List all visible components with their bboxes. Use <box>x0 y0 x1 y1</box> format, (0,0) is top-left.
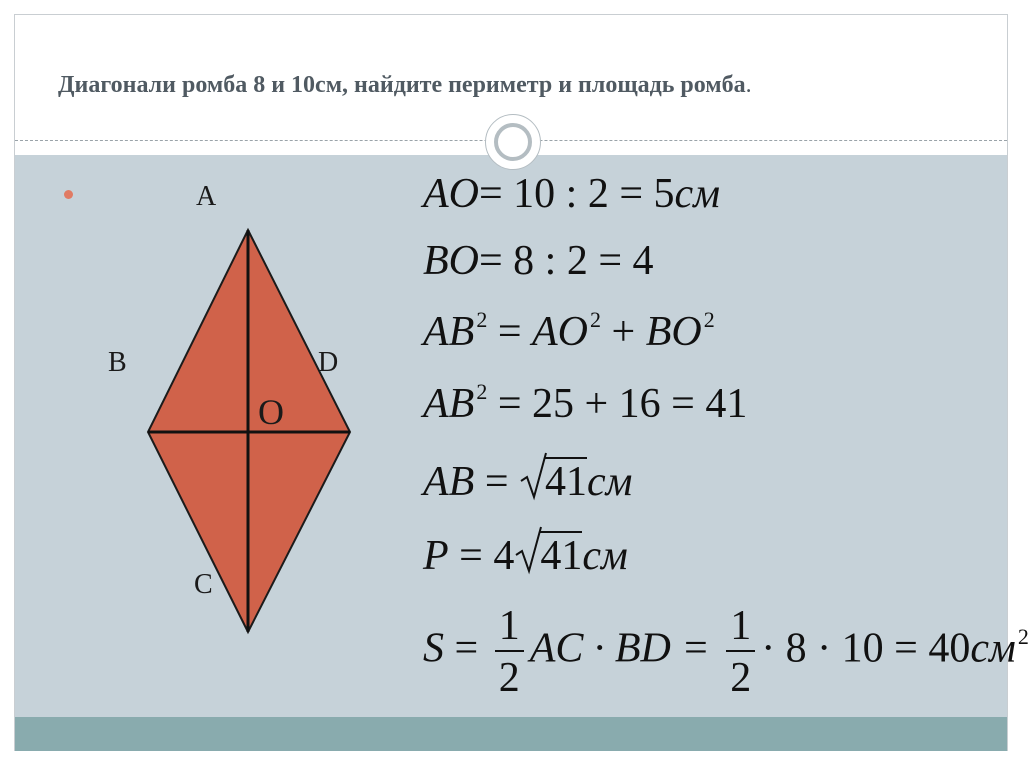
eq5-unit: см <box>587 459 633 505</box>
eq3-equals: = <box>487 309 532 355</box>
eq4-ab: AB <box>423 381 475 427</box>
vertex-label-c: C <box>194 569 213 600</box>
frac1-numerator: 1 <box>495 604 524 652</box>
eq5-equals: = <box>474 459 519 505</box>
eq7-unit-exp: 2 <box>1017 623 1029 649</box>
vertex-label-d: D <box>318 347 339 378</box>
equation-area <box>423 604 1029 700</box>
eq5-radicand: 41 <box>545 459 587 505</box>
fraction-one-half <box>495 604 524 700</box>
eq3-plus: + <box>601 309 646 355</box>
eq3-bo: BO <box>645 309 702 355</box>
equation-bo <box>423 240 654 282</box>
eq4-rhs: = 25 + 16 = 41 <box>487 381 748 427</box>
eq7-unit: см <box>970 625 1016 672</box>
title-dot: . <box>745 72 752 98</box>
eq4-ab-exp: 2 <box>476 379 488 404</box>
center-label-o: O <box>258 392 284 432</box>
equation-perimeter <box>423 531 628 577</box>
eq6-lhs: P <box>423 533 449 579</box>
radical-sign-icon <box>514 525 542 577</box>
eq3-ao-exp: 2 <box>590 307 601 332</box>
eq1-lhs: AO <box>423 171 479 217</box>
frac2-denominator: 2 <box>730 655 752 702</box>
equation-ao <box>423 173 720 215</box>
sqrt-symbol-icon <box>519 457 587 503</box>
eq3-ab: AB <box>423 309 475 355</box>
eq5-lhs: AB <box>423 459 475 505</box>
radical-sign-icon <box>519 451 547 503</box>
title-text: Диагонали ромба 8 и 10см, найдите периметр и площадь ромба <box>58 72 746 98</box>
equation-ab-squared <box>423 379 748 427</box>
equation-ab <box>423 457 632 503</box>
eq6-unit: см <box>582 533 628 579</box>
equation-pythagoras <box>423 307 715 355</box>
vertex-label-a: A <box>196 181 217 212</box>
frac1-denominator: 2 <box>498 655 520 702</box>
eq1-rhs: = 10 : 2 = 5 <box>479 171 675 217</box>
eq6-radicand: 41 <box>540 533 583 579</box>
eq3-ab-exp: 2 <box>476 307 488 332</box>
fraction-one-half-second <box>726 604 755 700</box>
eq2-lhs: BO <box>423 238 479 284</box>
eq1-unit: см <box>674 171 720 217</box>
eq7-equals: = <box>444 625 489 672</box>
eq3-ao: AO <box>532 309 588 355</box>
eq6-equals: = 4 <box>448 533 515 579</box>
frac2-numerator: 1 <box>726 604 755 652</box>
eq7-rhs: · 8 · 10 = 40 <box>761 625 971 672</box>
eq7-diagonals: AC · BD = <box>529 625 721 672</box>
eq3-bo-exp: 2 <box>703 307 715 332</box>
vertex-label-b: B <box>108 347 127 378</box>
eq2-rhs: = 8 : 2 = 4 <box>479 238 654 284</box>
eq7-lhs: S <box>423 625 444 672</box>
sqrt-symbol-icon <box>514 531 582 577</box>
